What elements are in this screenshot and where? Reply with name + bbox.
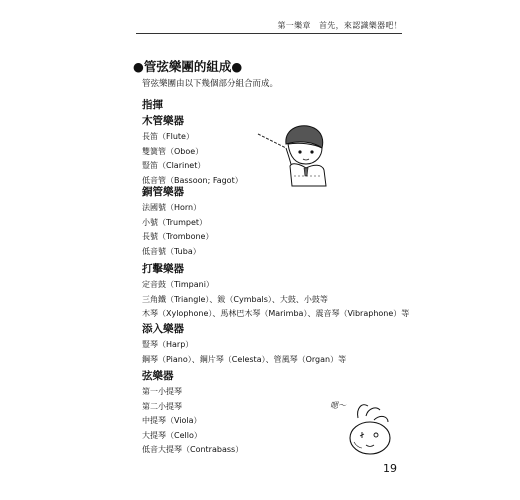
- brass-item: 小號（Trumpet）: [142, 217, 207, 227]
- woodwind-item: 低音管（Bassoon; Fagot）: [142, 175, 243, 185]
- woodwind-title: 木管樂器: [142, 115, 184, 127]
- added-instruments-item: 豎琴（Harp）: [142, 340, 194, 349]
- strings-item: 低音大提琴（Contrabass）: [142, 445, 244, 454]
- section-title: ●管弦樂團的組成●: [133, 59, 243, 74]
- percussion-item: 三角鐵（Triangle）、鈸（Cymbals）、大鼓、小鼓等: [142, 294, 328, 304]
- brass-group: [142, 186, 213, 259]
- brass-item: 低音號（Tuba）: [142, 246, 201, 256]
- strings-title: 弦樂器: [142, 370, 174, 382]
- thinking-head-illustration: [322, 398, 394, 456]
- woodwind-item: 豎笛（Clarinet）: [142, 161, 206, 170]
- intro-text: 管弦樂團由以下幾個部分組合而成。: [142, 79, 279, 89]
- header-rule: [136, 33, 402, 34]
- added-instruments-group: [142, 323, 346, 367]
- brass-title: 銅管樂器: [142, 186, 184, 198]
- conductor-heading: 指揮: [142, 99, 163, 111]
- strings-item: 第二小提琴: [142, 401, 182, 411]
- brass-item: 長號（Trombone）: [142, 232, 214, 241]
- strings-group: [142, 370, 243, 458]
- woodwind-item: 長笛（Flute）: [142, 132, 194, 141]
- thought-text: 嗯～: [330, 401, 346, 410]
- running-header: 第一樂章 首先，來認識樂器吧！: [277, 21, 402, 30]
- percussion-title: 打擊樂器: [142, 263, 184, 275]
- conductor-illustration: [256, 118, 330, 188]
- added-instruments-item: 鋼琴（Piano）、鋼片琴（Celesta）、管風琴（Organ）等: [142, 354, 347, 364]
- woodwind-group: [142, 115, 243, 188]
- woodwind-item: 雙簧管（Oboe）: [142, 146, 204, 156]
- added-instruments-title: 添入樂器: [142, 323, 184, 335]
- strings-item: 中提琴（Viola）: [142, 416, 202, 425]
- page-number: 19: [383, 462, 397, 475]
- percussion-group: [142, 263, 409, 322]
- strings-item: 大提琴（Cello）: [142, 430, 202, 440]
- percussion-item: 木琴（Xylophone）、馬林巴木琴（Marimba）、震音琴（Vibraphone）等: [142, 309, 410, 318]
- percussion-item: 定音鼓（Timpani）: [142, 280, 214, 289]
- brass-item: 法國號（Horn）: [142, 203, 202, 212]
- strings-item: 第一小提琴: [142, 387, 182, 396]
